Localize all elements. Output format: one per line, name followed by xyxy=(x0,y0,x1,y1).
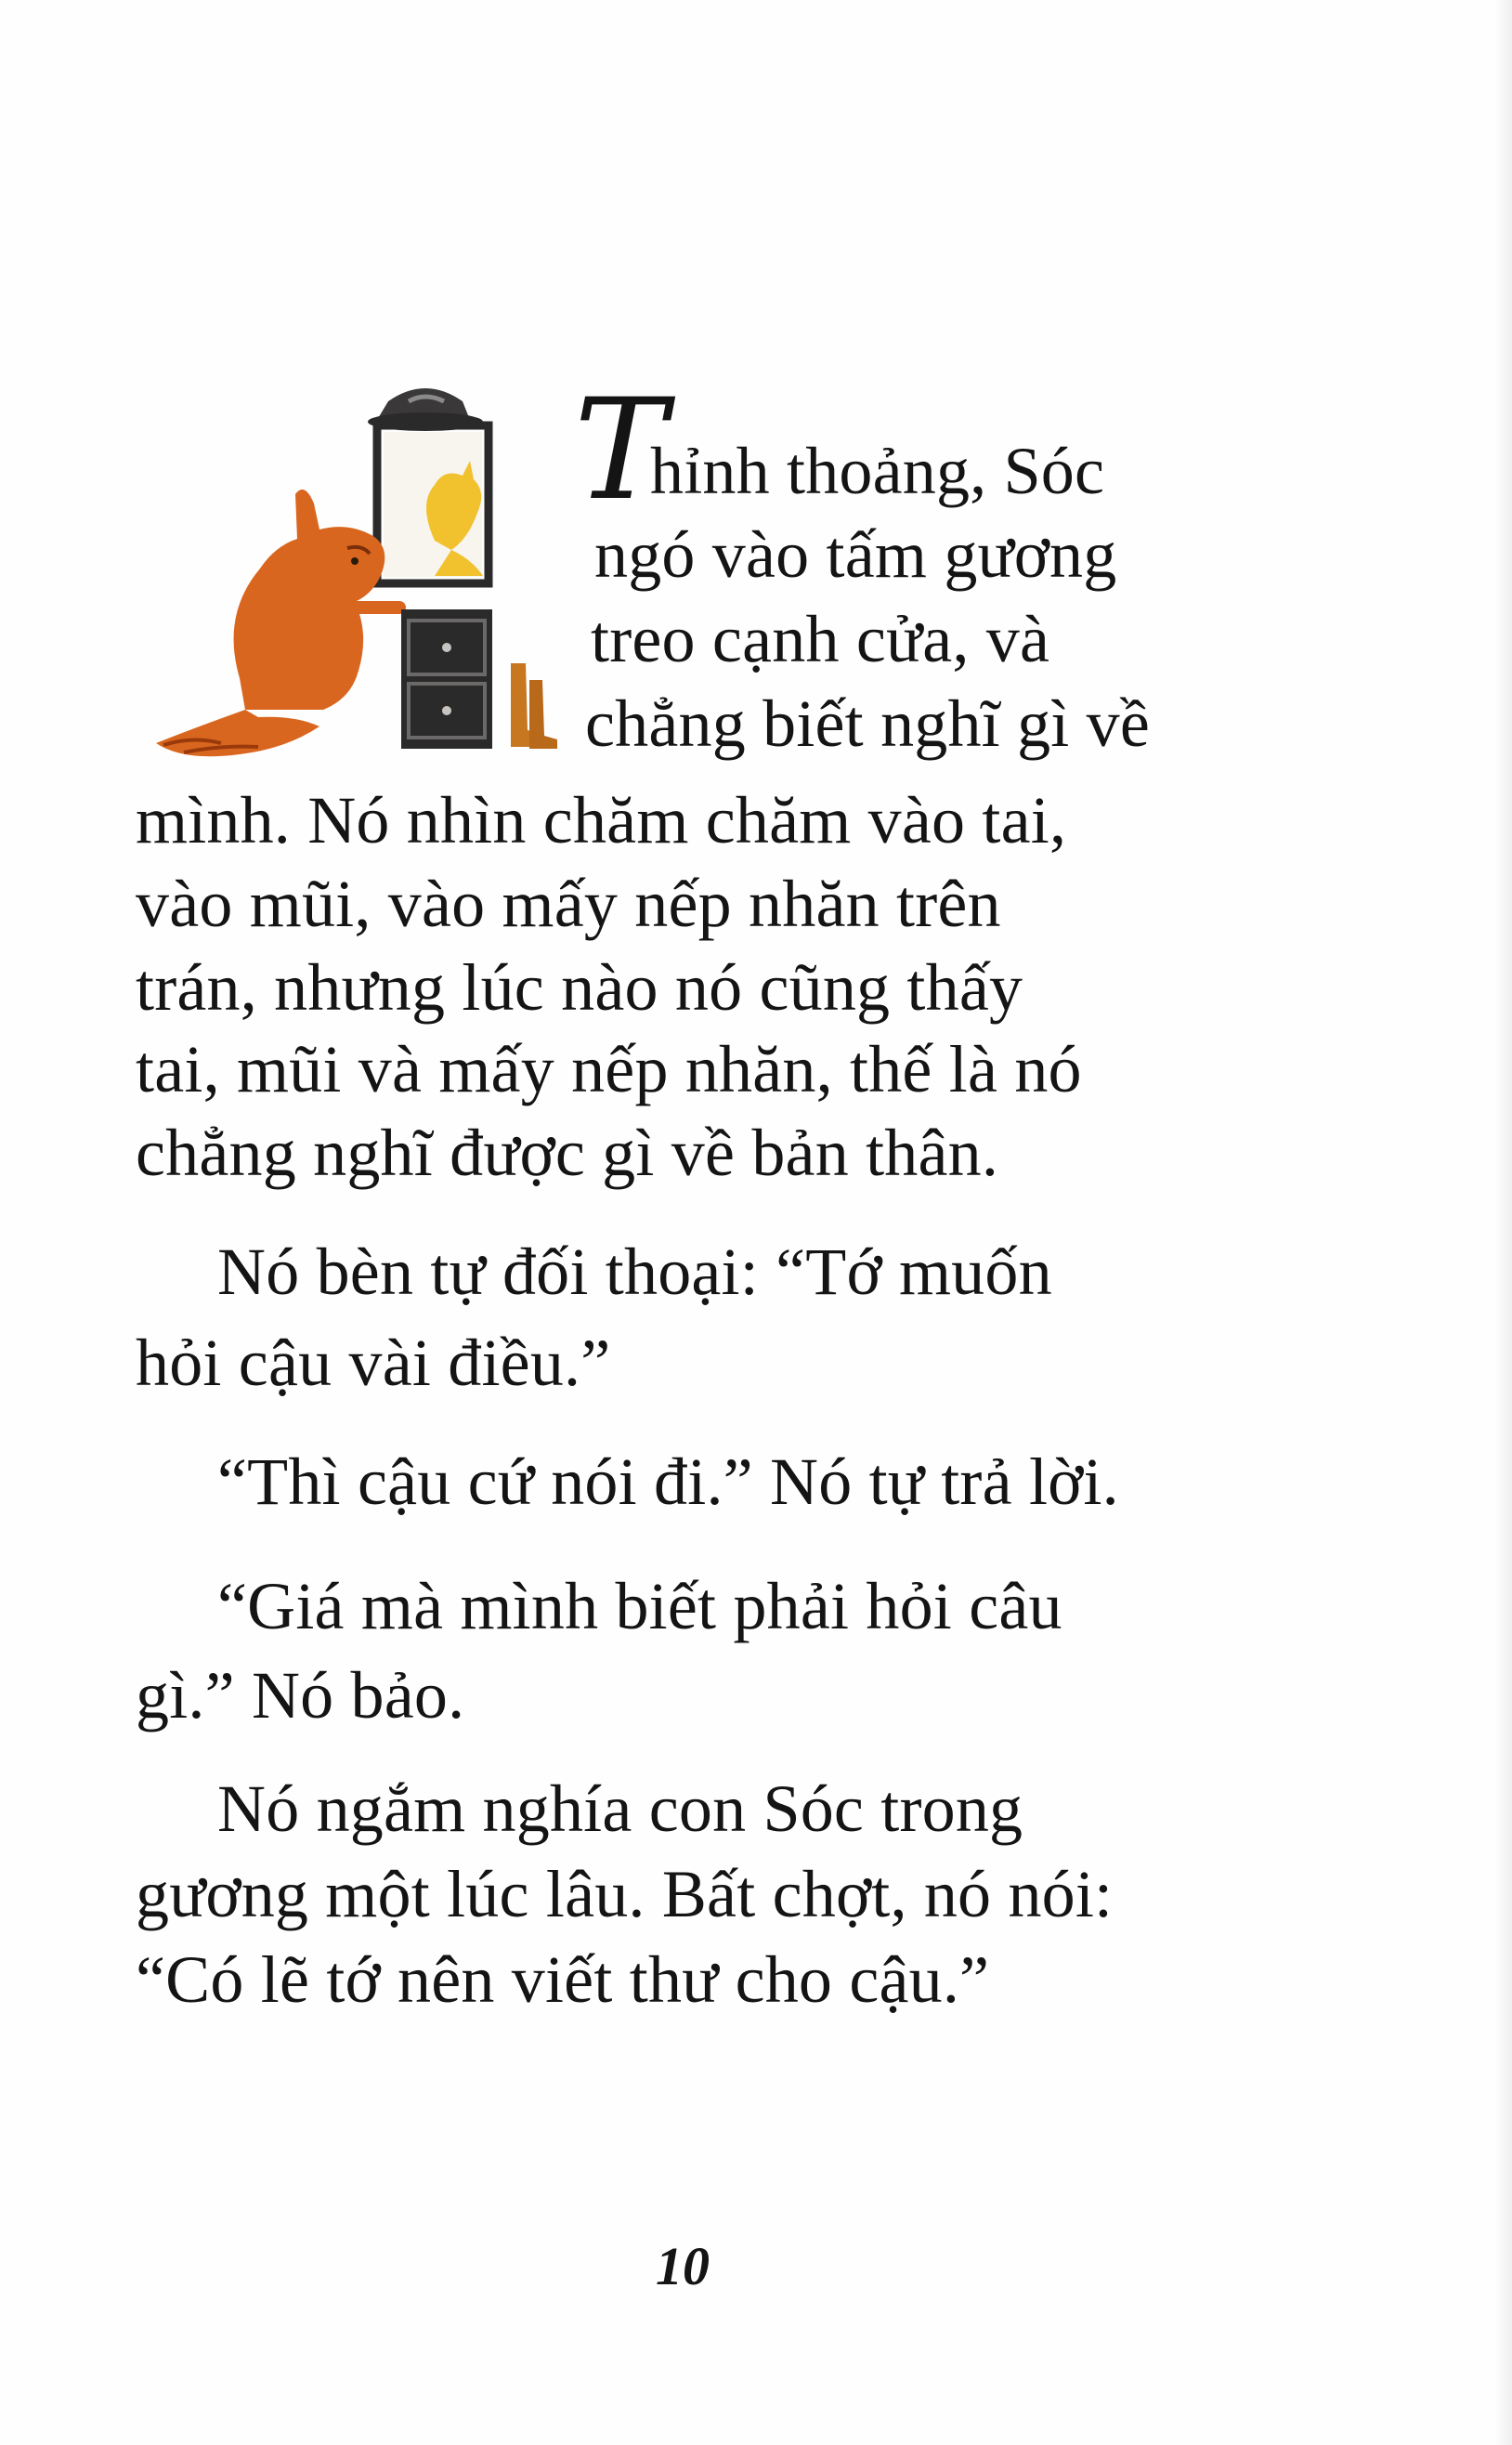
text-line-17: “Có lẽ tớ nên viết thư cho cậu.” xyxy=(136,1942,990,2017)
text-line-5: mình. Nó nhìn chăm chăm vào tai, xyxy=(136,783,1067,857)
text-line-16: gương một lúc lâu. Bất chợt, nó nói: xyxy=(136,1857,1114,1931)
text-line-10: Nó bèn tự đối thoại: “Tớ muốn xyxy=(217,1235,1052,1309)
text-line-3: treo cạnh cửa, và xyxy=(591,602,1050,676)
squirrel-mirror-illustration xyxy=(156,364,565,773)
text-line-7: trán, nhưng lúc nào nó cũng thấy xyxy=(136,950,1023,1025)
text-line-11: hỏi cậu vài điều.” xyxy=(136,1326,611,1400)
page-fold-shadow xyxy=(1495,0,1512,2445)
text-line-2: ngó vào tấm gương xyxy=(594,517,1117,592)
text-line-8: tai, mũi và mấy nếp nhăn, thế là nó xyxy=(136,1032,1082,1106)
drop-cap: T xyxy=(574,370,668,531)
text-line-14: gì.” Nó bảo. xyxy=(136,1658,465,1732)
text-line-15: Nó ngắm nghía con Sóc trong xyxy=(217,1772,1023,1846)
text-line-1: hỉnh thoảng, Sóc xyxy=(650,434,1105,508)
text-line-9: chẳng nghĩ được gì về bản thân. xyxy=(136,1116,999,1190)
text-line-6: vào mũi, vào mấy nếp nhăn trên xyxy=(136,867,1001,941)
text-line-4: chẳng biết nghĩ gì về xyxy=(585,686,1151,761)
text-line-13: “Giá mà mình biết phải hỏi câu xyxy=(217,1569,1062,1643)
text-line-12: “Thì cậu cứ nói đi.” Nó tự trả lời. xyxy=(217,1445,1119,1519)
squirrel-at-mirror-icon xyxy=(156,364,565,773)
page-number: 10 xyxy=(656,2236,710,2296)
